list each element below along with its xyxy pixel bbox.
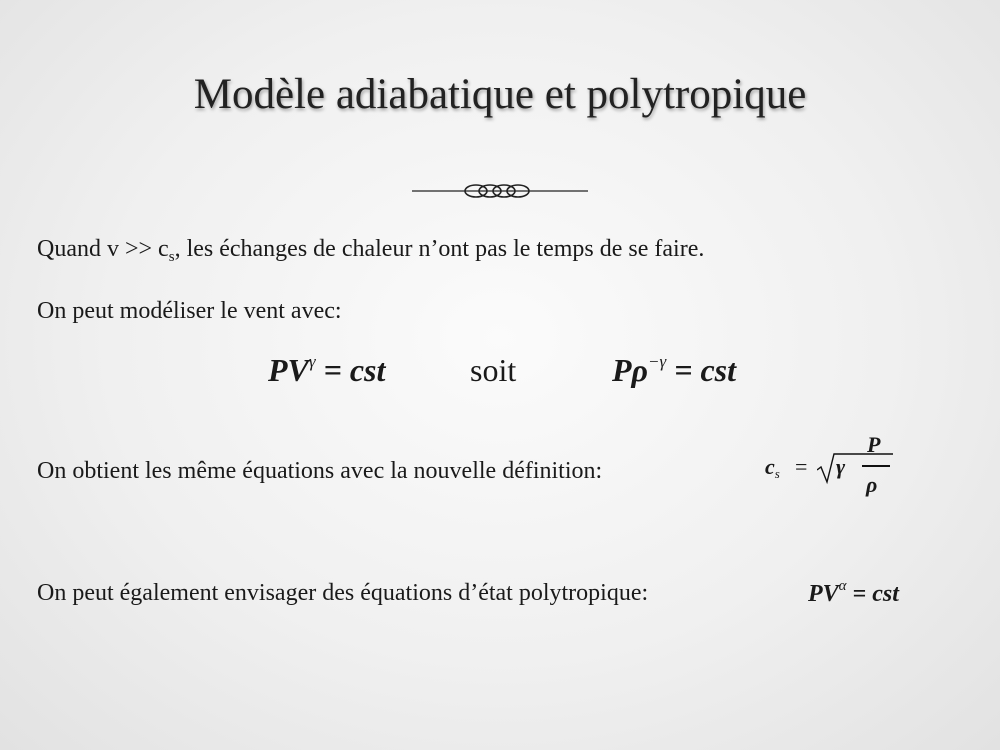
paragraph-model-intro: On peut modéliser le vent avec: <box>37 298 342 324</box>
paragraph-polytropic: On peut également envisager des équations d’état polytropique: <box>37 580 649 606</box>
paragraph-new-definition: On obtient les même équations avec la nouvelle définition: <box>37 458 603 484</box>
fraction-bar <box>862 465 890 467</box>
equation-adiabatic-pv: $PV^\gamma$ = cst <box>268 352 386 388</box>
equation-adiabatic-prho: $P\rho^{-\gamma}$ = cst <box>612 352 736 388</box>
title-divider-ornament <box>412 176 588 206</box>
equation-polytropic: $PV^\alpha$ = cst <box>808 578 899 607</box>
square-root-sign <box>817 452 893 486</box>
equation-sound-speed: $c_s$ = γ P ρ <box>765 432 895 504</box>
soit-label: soit <box>470 352 517 388</box>
paragraph-condition: Quand $v >> c_s$, les échanges de chaleur n’ont pas le temps de se faire. <box>37 236 705 265</box>
slide-title: Modèle adiabatique et polytropique <box>193 71 807 118</box>
